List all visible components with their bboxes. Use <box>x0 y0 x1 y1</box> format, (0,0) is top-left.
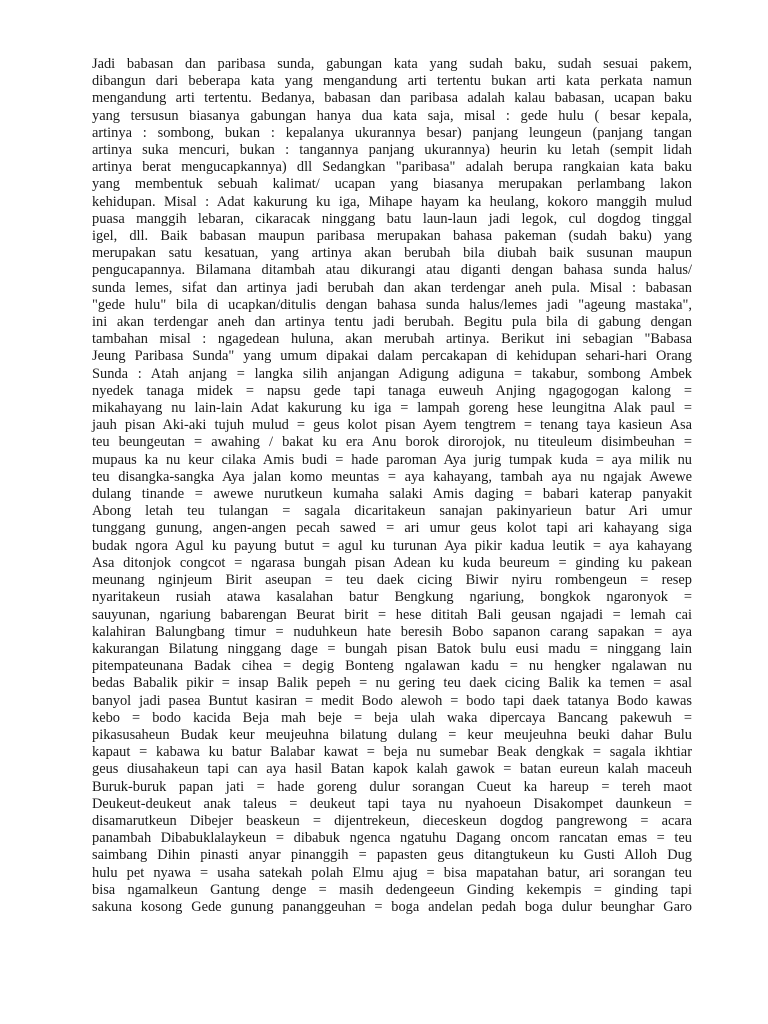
text-line: nyaritakeun rusiah atawa kasalahan batur Bengkung ngariung, bongkok ngaronyok = <box>92 589 692 606</box>
text-line: meunang nginjeum Birit aseupan = teu daek cicing Biwir nyiru rombengeun = resep <box>92 572 692 589</box>
text-line: geus diusahakeun tapi can aya hasil Batan kapok kalah gawok = batan eureun kalah maceuh <box>92 761 692 778</box>
text-line: teu beungeutan = awahing / bakat ku era Anu borok dirorojok, nu titeuleum disimbeuhan = <box>92 434 692 451</box>
text-line: sunda lemes, sifat dan artinya jadi berubah dan akan terdengar aneh pula. Misal : babasan <box>92 279 692 296</box>
text-line: yang tersusun biasanya gabungan hanya dua kata saja, misal : gede hulu ( besar kepala, <box>92 107 692 124</box>
text-line: pitempateunana Badak cihea = degig Bonteng ngalawan kadu = nu hengker ngalawan nu <box>92 658 692 675</box>
text-line: dulang tinande = awewe nurutkeun kumaha salaki Amis daging = babari katerap panyakit <box>92 486 692 503</box>
text-line: panambah Dibabuklalaykeun = dibabuk ngenca ngatuhu Dagang oncom rancatan emas = teu <box>92 830 692 847</box>
text-line: igel, dll. Baik babasan maupun paribasa merupakan bahasa pakeman (sudah baku) yang <box>92 228 692 245</box>
text-line: pengucapannya. Bilamana ditambah atau dikurangi atau diganti dengan bahasa sunda halus/ <box>92 262 692 279</box>
text-line: Sunda : Atah anjang = langka silih anjangan Adigung adiguna = takabur, sombong Ambek <box>92 365 692 382</box>
text-line: budak ngora Agul ku payung butut = agul ku turunan Aya pikir kadua leutik = aya kahayang <box>92 537 692 554</box>
text-line: sauyunan, ngariung babarengan Beurat birit = hese dititah Bali geusan ngajadi = lemah cai <box>92 606 692 623</box>
body-text <box>92 56 692 916</box>
text-line: disamarutkeun Dibejer beaskeun = dijentrekeun, dieceskeun dogdog pangrewong = acara <box>92 812 692 829</box>
text-line: Jeung Paribasa Sunda" yang umum dipakai dalam percakapan di kehidupan sehari-hari Orang <box>92 348 692 365</box>
text-line: Jadi babasan dan paribasa sunda, gabungan kata yang sudah baku, sudah sesuai pakem, <box>92 56 692 72</box>
text-line: kehidupan. Misal : Adat kakurung ku iga, Mihape hayam ka heulang, kokoro manggih mulud <box>92 193 692 210</box>
text-line: yang membentuk sebuah kalimat/ ucapan yang biasanya merupakan perlambang lakon <box>92 176 692 193</box>
text-line: kalahiran Balungbang timur = nuduhkeun hate beresih Bobo sapanon carang sapakan = aya <box>92 623 692 640</box>
text-line: tunggang gunung, angen-angen pecah sawed = ari umur geus kolot tapi ari kahayang siga <box>92 520 692 537</box>
text-line: puasa manggih lebaran, cikaracak ninggang batu laun-laun jadi legok, cul dogdog tinggal <box>92 210 692 227</box>
text-line: teu disangka-sangka Aya jalan komo meuntas = aya kahayang, tambah aya nu ngajak Awewe <box>92 468 692 485</box>
text-line: banyol jadi pasea Buntut kasiran = medit Bodo alewoh = bodo tapi daek tatanya Bodo kawas <box>92 692 692 709</box>
text-line: mupaus ka nu keur cilaka Amis budi = hade paroman Aya jurig tumpak kuda = aya milik nu <box>92 451 692 468</box>
text-line: hulu pet nyawa = usaha satekah polah Elmu ajug = bisa mapatahan batur, ari sorangan teu <box>92 864 692 881</box>
text-line: tambahan misal : ngagedean huluna, akan merubah artinya. Berikut ini sebagian "Babasa <box>92 331 692 348</box>
text-line: artinya : sombong, bukan : kepalanya ukurannya besar) panjang leungeun (panjang tangan <box>92 124 692 141</box>
text-line: Deukeut-deukeut anak taleus = deukeut tapi taya nu nyahoeun Disakompet daunkeun = <box>92 795 692 812</box>
text-line: mikahayang nu lain-lain Adat kakurung ku iga = lampah goreng hese leungitna Alak paul = <box>92 400 692 417</box>
text-line: artinya suka mencuri, bukan : tangannya panjang ukurannya) heurin ku letah (sempit lidah <box>92 142 692 159</box>
text-line: sakuna kosong Gede gunung pananggeuhan = boga andelan pedah boga dulur beunghar Garo <box>92 898 692 915</box>
text-line: ini akan terdengar aneh dan artinya tentu jadi berubah. Begitu pula bila di gabung dengan <box>92 314 692 331</box>
text-line: pikasusaheun Budak keur meujeuhna bilatung dulang = keur meujeuhna beuki dahar Bulu <box>92 726 692 743</box>
text-line: dibangun dari beberapa kata yang mengandung arti tertentu bukan arti kata perkata namun <box>92 73 692 90</box>
text-line: "gede hulu" bila di ucapkan/ditulis dengan bahasa sunda halus/lemes jadi "ageung mastaka", <box>92 296 692 313</box>
text-line: saimbang Dihin pinasti anyar pinanggih = papasten geus ditangtukeun ku Gusti Alloh Dug <box>92 847 692 864</box>
text-line: kakurangan Bilatung ninggang dage = bungah pisan Batok bulu eusi madu = ninggang lain <box>92 640 692 657</box>
text-line: Abong letah teu tulangan = sagala dicaritakeun sanajan pakinyarieun batur Ari umur <box>92 503 692 520</box>
text-line: mengandung arti tertentu. Bedanya, babasan dan paribasa adalah kalau babasan, ucapan baku <box>92 90 692 107</box>
text-line: merupakan satu kesatuan, yang artinya akan berubah bila diubah baik susunan maupun <box>92 245 692 262</box>
text-line: kapaut = kabawa ku batur Balabar kawat = beja nu sumebar Beak dengkak = sagala ikhtiar <box>92 744 692 761</box>
text-line: artinya berat mengucapkannya) dll Sedangkan "paribasa" adalah berupa rangkaian kata baku <box>92 159 692 176</box>
text-line: nyedek tanaga midek = napsu gede tapi tanaga euweuh Anjing ngagogogan kalong = <box>92 382 692 399</box>
text-line: jauh pisan Aki-aki tujuh mulud = geus kolot pisan Ayem tengtrem = tenang taya kasieun Asa <box>92 417 692 434</box>
text-line: kebo = bodo kacida Beja mah beje = beja ulah waka dipercaya Bancang pakewuh = <box>92 709 692 726</box>
text-line: bedas Babalik pikir = insap Balik pepeh = nu gering teu daek cicing Balik ka temen = asal <box>92 675 692 692</box>
text-line: Buruk-buruk papan jati = hade goreng dulur sorangan Cueut ka hareup = tereh maot <box>92 778 692 795</box>
text-line: Asa ditonjok congcot = ngarasa bungah pisan Adean ku kuda beureum = ginding ku pakean <box>92 554 692 571</box>
text-line: bisa ngamalkeun Gantung denge = masih dedengeeun Ginding kekempis = ginding tapi <box>92 881 692 898</box>
